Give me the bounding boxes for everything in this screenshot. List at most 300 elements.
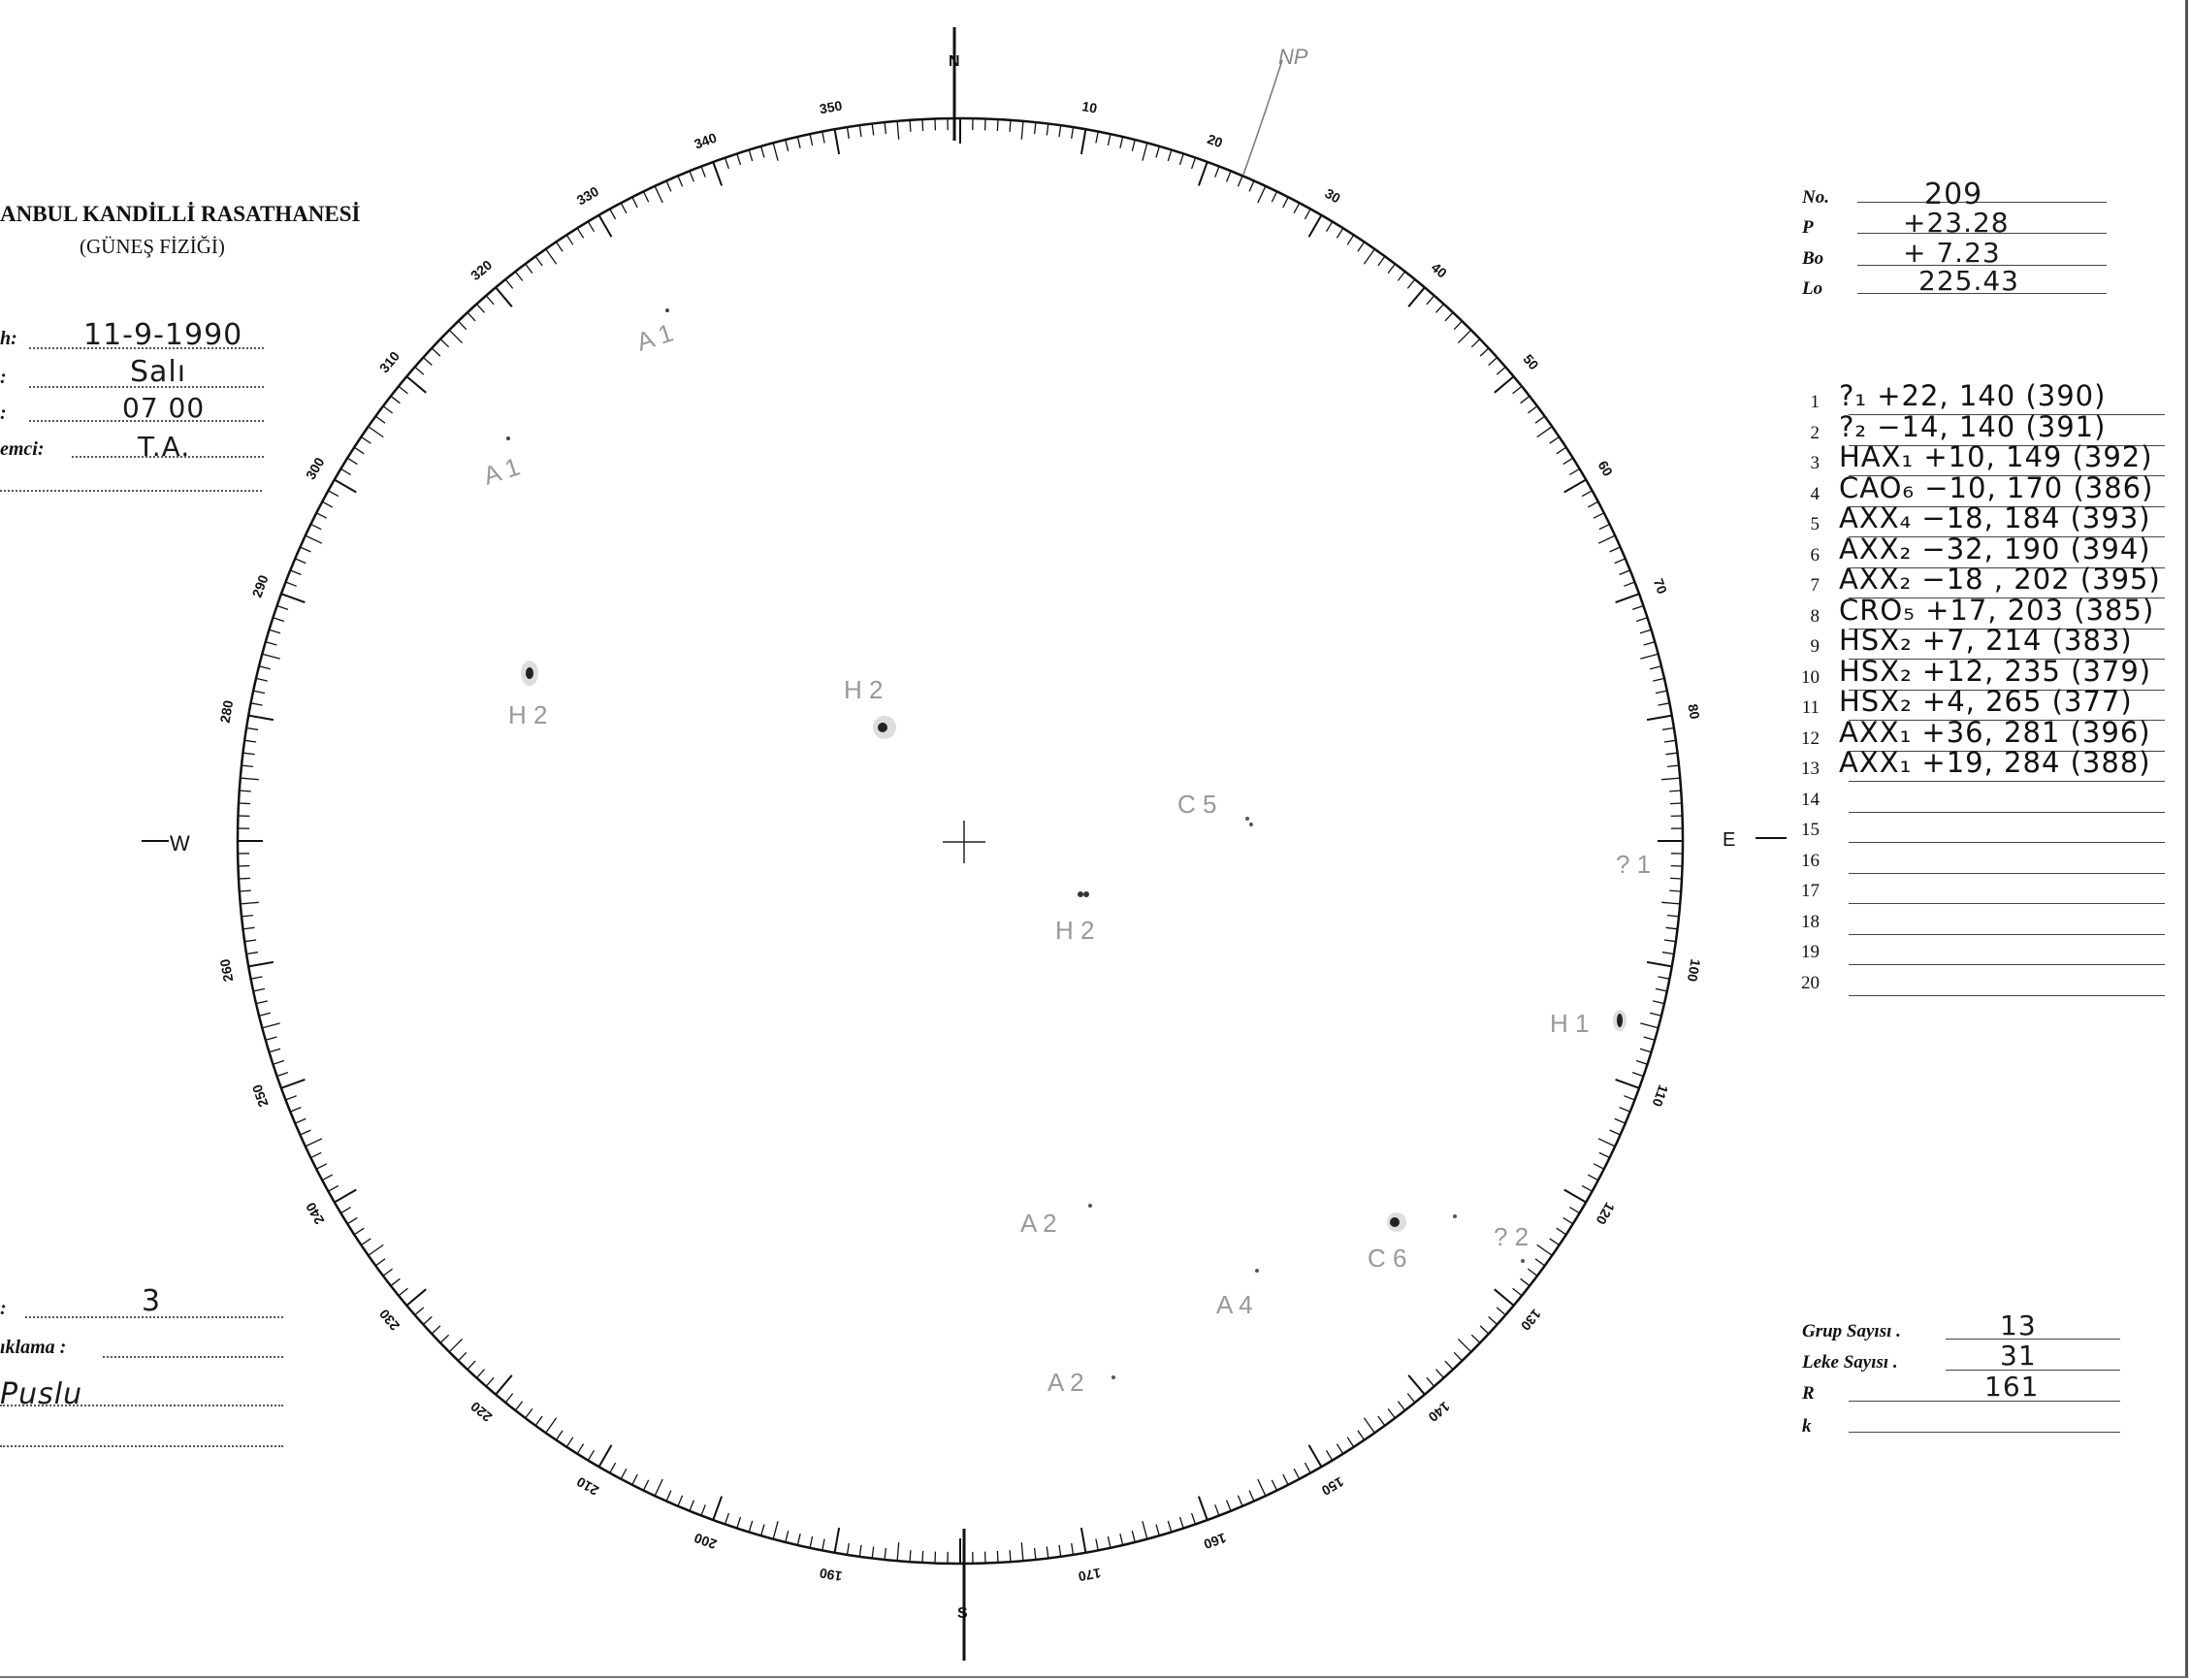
degree-tick [1667,916,1679,917]
degree-tick [1599,524,1610,529]
degree-tick [399,1288,407,1296]
degree-tick [810,1536,813,1548]
degree-tick [1337,228,1342,238]
degree-tick [1427,296,1434,305]
observatory-subtitle: (GÜNEŞ FİZİĞİ) [80,235,225,258]
degree-tick [1582,491,1593,497]
degree-tick [1294,1469,1300,1479]
degree-tick [1427,1377,1434,1386]
group-row-number: 6 [1810,544,1820,565]
degree-tick [1180,1517,1184,1528]
spot-label: A 2 [1020,1209,1057,1238]
degree-tick [244,940,256,942]
degree-tick [737,1517,741,1528]
degree-tick [997,1551,998,1563]
degree-tick [239,878,250,879]
degree-tick [375,416,385,423]
degree-tick [1272,191,1276,202]
degree-tick [1664,740,1676,742]
spot-label: C 5 [1177,790,1217,819]
degree-tick [322,1175,333,1180]
degree-tick [526,1408,532,1418]
degree-tick [1537,1244,1553,1255]
degree-tick [290,570,301,575]
degree-tick [577,228,583,238]
north-label: N [949,53,960,70]
spot-count-value: 31 [2000,1340,2037,1372]
degree-tick [1615,559,1626,564]
degree-tick [1294,203,1300,213]
degree-tick [1072,127,1074,139]
degree-label: 110 [1649,1082,1672,1110]
r-number-value: 161 [1984,1371,2040,1403]
degree-tick [1640,630,1651,633]
degree-tick [266,1037,277,1040]
degree-tick [322,501,333,507]
degree-tick [610,209,616,219]
degree-label: 140 [1425,1398,1453,1426]
degree-tick [1528,1269,1537,1276]
degree-tick [1168,150,1172,161]
group-row-number: 14 [1801,789,1820,810]
south-label: S [957,1605,968,1622]
degree-tick [1445,312,1453,321]
group-row-entry: HSX₂ +12, 235 (379) [1839,654,2152,688]
degree-label: 20 [1205,130,1225,151]
degree-tick [1662,728,1674,730]
degree-tick [361,1239,371,1245]
degree-tick [306,535,322,543]
degree-tick [310,524,321,529]
degree-tick [1358,1431,1365,1440]
spot-labels [480,318,1652,1397]
group-count-value: 13 [2000,1309,2037,1341]
degree-tick [1258,186,1266,203]
degree-tick [632,197,637,208]
degree-tick [599,1445,612,1468]
degree-tick [1227,171,1232,181]
degree-label: 250 [248,1082,272,1110]
degree-tick [546,249,557,265]
degree-label: 170 [1077,1565,1103,1585]
degree-tick [505,1394,513,1403]
group-row-number: 2 [1810,422,1820,443]
degree-tick [1594,513,1604,518]
degree-tick [786,1531,789,1542]
group-row-entry: AXX₁ +36, 281 (396) [1839,715,2151,749]
degree-tick [335,480,357,493]
degree-tick [1471,339,1480,347]
degree-tick [1347,235,1354,244]
degree-tick [316,513,327,518]
degree-tick [885,1548,886,1560]
degree-tick [1378,256,1385,266]
degree-tick [1364,1418,1374,1434]
degree-tick [1557,1228,1566,1235]
degree-tick [1199,1497,1208,1521]
sunspot [878,723,887,732]
degree-tick [1480,1326,1489,1334]
degree-label: 330 [573,182,601,209]
degree-tick [713,1497,722,1521]
degree-label: 320 [467,256,496,284]
param-bo-label: Bo [1802,248,1824,269]
observer-label: emci: [0,438,45,460]
group-row-number: 5 [1810,514,1820,534]
degree-tick [1192,158,1196,169]
degree-tick [1640,1023,1658,1028]
degree-label: 240 [302,1200,328,1228]
degree-tick [266,642,277,645]
degree-tick [1624,582,1634,586]
degree-tick [1227,1501,1232,1511]
degree-tick [369,1244,384,1255]
degree-tick [1388,1408,1395,1418]
degree-tick [1309,1445,1322,1468]
degree-tick [822,1539,824,1551]
spot-label: A 2 [1047,1368,1084,1397]
degree-tick [253,691,265,694]
degree-tick [375,1259,385,1266]
degree-tick [241,902,259,904]
sunspot [1453,1214,1457,1218]
degree-tick [1358,242,1365,251]
count-label: : [0,1298,7,1319]
degree-tick [1656,691,1667,694]
degree-tick [440,339,449,347]
degree-tick [399,386,407,394]
note-value: Puslu [0,1377,83,1411]
degree-tick [1309,215,1322,238]
degree-tick [354,447,364,454]
group-row-entry: HSX₂ +7, 214 (383) [1839,624,2133,657]
degree-tick [449,1339,462,1351]
degree-tick [1096,1539,1098,1551]
degree-tick [248,716,274,721]
degree-tick [678,1496,683,1506]
degree-tick [797,137,800,148]
degree-tick [725,1513,729,1524]
degree-tick [1327,1450,1333,1460]
degree-tick [1454,1352,1462,1361]
degree-tick [1215,1504,1219,1515]
degree-tick [1168,1521,1172,1532]
degree-tick [1305,209,1310,219]
degree-label: 160 [1202,1530,1229,1553]
degree-tick [1108,1536,1111,1548]
degree-tick [922,119,923,131]
degree-tick [749,1521,753,1532]
degree-label: 150 [1319,1473,1347,1500]
degree-label: 280 [216,698,237,725]
degree-tick [1199,162,1208,186]
degree-tick [1644,1037,1656,1040]
degree-tick [1388,264,1395,274]
degree-tick [1398,272,1404,281]
degree-tick [1644,642,1656,645]
date-label: h: [0,328,17,349]
degree-tick [459,321,467,330]
degree-label: 200 [692,1530,719,1553]
param-p-value: +23.28 [1903,207,2010,239]
param-lo-value: 225.43 [1918,265,2019,297]
degree-tick [655,1479,662,1496]
degree-tick [1305,1463,1310,1473]
group-row-entry: ?₁ +22, 140 (390) [1839,379,2107,412]
degree-tick [277,1073,288,1077]
degree-tick [1563,1217,1573,1223]
degree-tick [1537,427,1553,437]
sunspot [1390,1217,1400,1227]
degree-tick [505,279,513,288]
param-p-label: P [1802,217,1814,238]
degree-tick [1620,570,1630,575]
degree-tick [761,146,764,158]
degree-tick [1615,1118,1626,1123]
sunspots [506,308,1627,1379]
sunspot [1088,1204,1092,1208]
param-no-value: 209 [1924,178,1983,211]
degree-tick [835,129,840,154]
degree-tick [666,1491,671,1502]
degree-label: 210 [573,1473,601,1500]
degree-tick [786,140,789,151]
degree-tick [459,1352,467,1361]
time-value: 07 00 [122,392,206,424]
degree-tick [897,1542,899,1561]
degree-tick [1081,129,1086,154]
group-row-entry: AXX₂ −32, 190 (394) [1839,532,2151,565]
degree-tick [848,1543,850,1555]
sunspot [665,308,669,312]
degree-tick [621,1469,627,1479]
degree-tick [761,1525,764,1536]
degree-tick [1238,1496,1242,1506]
degree-tick [1283,1474,1288,1485]
degree-tick [1010,120,1011,132]
degree-labels [216,97,1703,1584]
degree-tick [1659,977,1670,979]
degree-tick [1180,154,1184,165]
degree-tick [406,376,426,393]
degree-tick [277,606,288,610]
spot-label: ? 2 [1494,1222,1530,1251]
degree-label: 70 [1650,576,1671,597]
degree-tick [610,1463,616,1473]
degree-tick [922,1551,923,1563]
degree-tick [1550,1239,1560,1245]
degree-tick [621,203,627,213]
group-row-number: 18 [1801,911,1820,932]
degree-tick [1156,146,1159,158]
degree-tick [566,235,573,244]
degree-tick [1059,1545,1061,1557]
degree-tick [347,1217,357,1223]
degree-tick [797,1534,800,1545]
count-value: 3 [142,1284,162,1318]
degree-tick [1661,778,1680,780]
degree-tick [281,1080,306,1088]
degree-tick [1616,594,1640,602]
degree-tick [1445,1361,1453,1370]
sunspot [1112,1375,1115,1379]
degree-tick [822,132,824,144]
degree-tick [1650,1013,1661,1016]
degree-tick [1632,606,1643,610]
degree-tick [306,1139,322,1147]
north-pole-mark: NP [1278,45,1308,69]
degree-tick [1557,447,1566,454]
spot-count-label: Leke Sayısı . [1802,1352,1898,1373]
degree-tick [354,1228,364,1235]
degree-tick [256,1001,268,1004]
spot-label: C 6 [1368,1244,1407,1273]
degree-tick [588,1450,594,1460]
degree-tick [240,791,251,792]
degree-tick [1664,940,1676,942]
degree-tick [1132,140,1135,151]
degree-tick [496,1375,512,1395]
degree-tick [1035,122,1036,134]
degree-tick [432,1326,440,1334]
degree-tick [1408,287,1425,307]
degree-tick [1398,1402,1404,1411]
group-row-number: 17 [1801,881,1820,901]
degree-tick [713,162,722,186]
spot-label: H 1 [1550,1009,1590,1038]
group-row-entry: CRO₅ +17, 203 (385) [1839,593,2155,627]
degree-label: 40 [1428,259,1450,281]
degree-tick [810,134,813,145]
degree-tick [1215,167,1219,178]
group-row-number: 3 [1810,453,1820,473]
degree-tick [1669,890,1681,891]
degree-tick [1436,1370,1444,1378]
degree-tick [1347,1438,1354,1447]
degree-tick [1535,416,1545,423]
degree-tick [486,1377,494,1386]
degree-tick [1670,878,1682,879]
group-row-entry: ?₂ −14, 140 (391) [1839,409,2107,443]
degree-tick [241,778,259,780]
degree-tick [251,703,263,705]
degree-label: 30 [1322,184,1343,207]
degree-tick [1636,1061,1647,1065]
degree-tick [910,1550,911,1562]
degree-ticks [238,118,1683,1564]
degree-tick [701,1504,705,1515]
degree-tick [1364,249,1374,265]
degree-tick [1650,666,1661,669]
degree-tick [270,1049,280,1052]
degree-tick [432,348,440,356]
degree-tick [340,1208,350,1213]
degree-tick [643,1480,648,1491]
degree-label: 50 [1520,351,1542,373]
degree-tick [1647,962,1672,967]
time-label: : [0,403,7,424]
degree-tick [259,666,271,669]
degree-tick [1249,1491,1254,1502]
degree-tick [1454,321,1462,330]
spot-label: H 2 [1055,916,1095,945]
degree-tick [259,1013,271,1016]
degree-label: 290 [248,572,272,599]
spot-label: H 2 [508,700,548,729]
degree-tick [1283,197,1288,208]
sunspot [1083,891,1089,897]
degree-tick [725,158,729,169]
degree-tick [316,1164,327,1169]
degree-tick [773,143,778,160]
degree-tick [1624,1096,1634,1100]
degree-tick [1616,1080,1640,1088]
degree-tick [328,491,338,497]
degree-tick [1096,132,1098,144]
degree-tick [701,167,705,178]
degree-tick [1632,1073,1643,1077]
degree-tick [240,890,251,891]
degree-tick [383,1269,393,1276]
degree-tick [588,221,594,231]
degree-tick [1662,953,1674,954]
degree-tick [1667,765,1679,766]
degree-tick [391,1278,401,1285]
degree-tick [1010,1550,1011,1562]
degree-tick [286,1096,297,1100]
degree-tick [1528,406,1537,413]
degree-tick [477,1370,485,1378]
group-row-number: 8 [1810,605,1820,627]
degree-tick [1620,1108,1630,1113]
degree-tick [1647,716,1672,721]
group-row-number: 1 [1810,392,1820,412]
degree-tick [248,962,274,967]
group-row-number: 19 [1801,942,1820,962]
degree-tick [1669,791,1681,792]
degree-tick [1563,458,1573,464]
degree-tick [749,150,753,161]
sunspot [1078,891,1083,897]
spot-label: A 1 [479,451,524,491]
degree-label: 260 [216,957,237,984]
degree-tick [1521,396,1530,403]
degree-tick [1378,1416,1385,1426]
degree-label: 10 [1080,98,1099,116]
degree-tick [406,1289,426,1306]
degree-tick [486,296,494,305]
sunspot [1617,1014,1623,1027]
group-row-entry: AXX₁ +19, 284 (388) [1839,746,2151,779]
degree-tick [467,312,475,321]
degree-tick [383,406,393,413]
degree-tick [1661,902,1680,904]
degree-tick [997,119,998,131]
degree-tick [243,753,255,755]
degree-tick [1569,1208,1579,1213]
degree-tick [1258,1479,1266,1496]
sunspot [1521,1259,1525,1263]
group-row-entry: AXX₄ −18, 184 (393) [1839,501,2151,534]
degree-tick [242,916,253,917]
degree-tick [1238,176,1242,186]
degree-tick [1480,348,1489,356]
observer-value: T.A. [138,431,191,463]
degree-tick [1436,304,1444,312]
degree-tick [859,1545,861,1557]
degree-tick [1132,1531,1135,1542]
degree-tick [1521,1278,1530,1285]
